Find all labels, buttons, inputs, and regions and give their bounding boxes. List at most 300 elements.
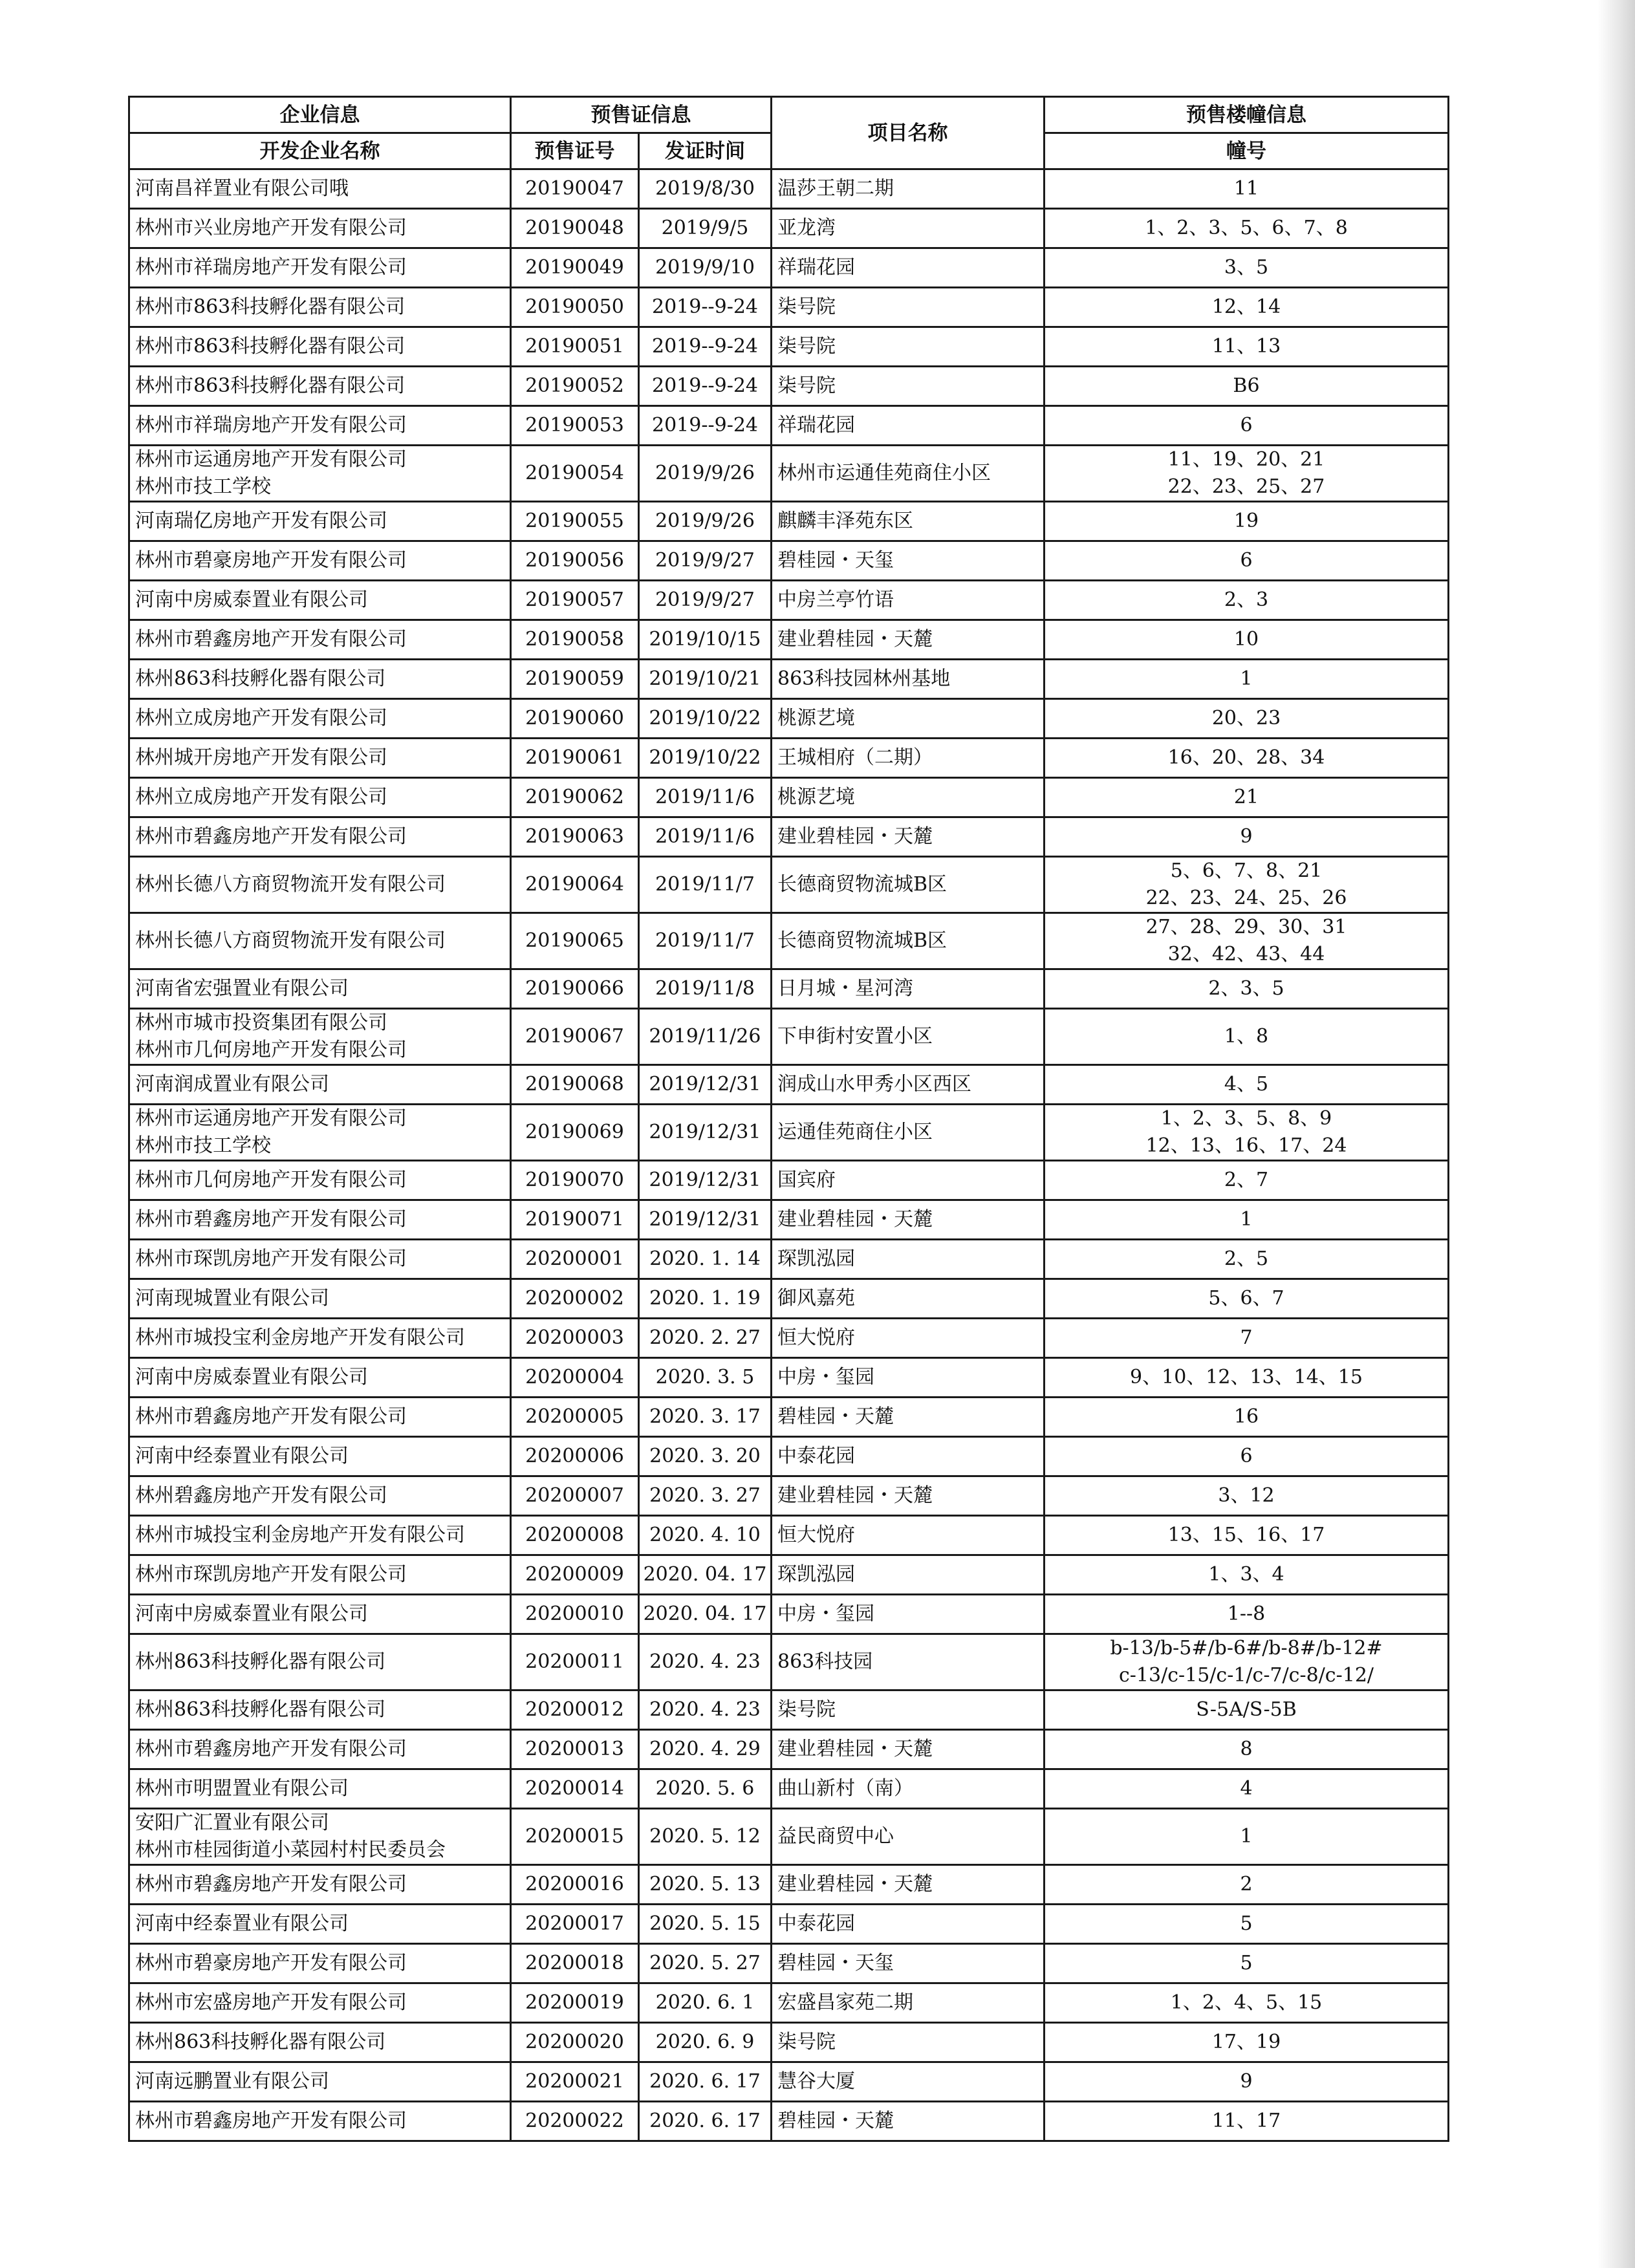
project-name-cell-text: 柒号院 [777,374,836,397]
developer-cell [129,1240,511,1279]
project-name-cell-text: 琛凯泓园 [777,1247,855,1270]
project-name-cell [772,327,1045,367]
building-numbers-cell [1045,1690,1449,1730]
building-numbers-cell-text: 9 [1240,825,1253,848]
building-numbers-cell-text: 5、6、7 [1208,1287,1284,1310]
developer-cell-text: 河南中经泰置业有限公司 [135,1912,349,1935]
developer-cell-text: 林州市城投宝利金房地产开发有限公司 [135,1524,465,1546]
building-numbers-cell [1045,699,1449,739]
developer-cell [129,406,511,446]
issue-date-cell-text: 2020. 5. 27 [649,1952,761,1974]
building-numbers-cell [1045,1279,1449,1319]
issue-date-cell [639,1065,772,1105]
project-name-cell-text: 长德商贸物流城B区 [777,929,947,952]
project-name-cell [772,1240,1045,1279]
issue-date-cell-text: 2019/11/7 [655,873,755,896]
license-number-cell-text: 20190066 [525,977,624,1000]
issue-date-cell [639,1690,772,1730]
license-number-cell-text: 20200015 [525,1825,624,1848]
license-number-cell-text: 20200006 [525,1445,624,1467]
issue-date-cell [639,1398,772,1437]
building-numbers-cell [1045,817,1449,857]
building-numbers-cell [1045,1730,1449,1769]
building-numbers-cell [1045,1437,1449,1476]
developer-cell-text: 林州长德八方商贸物流开发有限公司 [135,929,446,952]
issue-date-cell [639,2062,772,2102]
project-name-cell-text: 建业碧桂园・天麓 [777,1484,933,1507]
issue-date-cell-text: 2019/10/21 [649,667,761,690]
developer-cell [129,739,511,778]
issue-date-cell-text: 2019--9-24 [651,414,759,437]
license-number-cell [511,1983,639,2023]
building-numbers-cell-text: 5 [1240,1912,1253,1935]
license-number-cell-text: 20190049 [525,256,624,279]
building-numbers-cell-text: 21 [1233,786,1259,808]
project-name-cell [772,913,1045,969]
license-number-cell [511,1105,639,1161]
issue-date-cell [639,1865,772,1905]
project-name-cell [772,739,1045,778]
building-numbers-cell-text: 1、8 [1224,1025,1269,1048]
developer-cell-text: 林州863科技孵化器有限公司 [135,2031,386,2053]
license-number-cell [511,1944,639,1983]
developer-cell-text: 林州市城投宝利金房地产开发有限公司 [135,1326,465,1349]
license-number-cell-text: 20190055 [525,510,624,532]
issue-date-cell [639,913,772,969]
issue-date-cell-text: 2019/9/27 [655,549,755,572]
issue-date-cell-text: 2019--9-24 [651,335,759,358]
license-number-cell-text: 20200004 [525,1366,624,1388]
license-number-cell [511,581,639,620]
license-number-cell-text: 20190065 [525,929,624,952]
table-row [129,1200,1449,1240]
issue-date-cell-text: 2020. 4. 10 [649,1524,761,1546]
developer-cell-text: 河南省宏强置业有限公司 [135,977,349,1000]
building-numbers-cell-text: S-5A/S-5B [1196,1698,1297,1721]
license-number-cell-text: 20190056 [525,549,624,572]
project-name-cell [772,620,1045,660]
issue-date-cell-text: 2020. 5. 15 [649,1912,761,1935]
building-numbers-cell [1045,1476,1449,1516]
building-numbers-cell [1045,1555,1449,1595]
building-numbers-cell [1045,2023,1449,2062]
building-numbers-cell-text: 17、19 [1211,2031,1281,2053]
issue-date-cell [639,1105,772,1161]
issue-date-cell-text: 2020. 3. 20 [649,1445,761,1467]
project-name-cell-text: 宏盛昌家苑二期 [777,1991,913,2014]
developer-cell [129,1476,511,1516]
license-number-cell [511,969,639,1009]
license-number-cell-text: 20200020 [525,2031,624,2053]
issue-date-cell-text: 2019/10/22 [649,707,761,729]
issue-date-cell-text: 2020. 04. 17 [643,1563,767,1586]
license-number-cell-text: 20190051 [525,335,624,358]
building-numbers-cell-text: 16、20、28、34 [1167,746,1325,769]
developer-cell-text: 林州市兴业房地产开发有限公司 [135,217,407,239]
issue-date-cell [639,1240,772,1279]
issue-date-cell-text: 2020. 1. 19 [649,1287,761,1310]
developer-cell-text: 林州市几何房地产开发有限公司 [135,1169,407,1191]
license-number-cell [511,1009,639,1065]
building-numbers-cell-text: 1 [1240,1208,1253,1231]
developer-cell-text: 河南现城置业有限公司 [135,1287,329,1310]
table-row [129,327,1449,367]
issue-date-cell [639,1161,772,1200]
issue-date-cell [639,1358,772,1398]
building-numbers-cell [1045,248,1449,288]
project-name-cell-text: 益民商贸中心 [777,1825,894,1848]
table-row [129,1319,1449,1358]
license-number-cell [511,1905,639,1944]
building-numbers-cell [1045,1809,1449,1865]
table-row [129,288,1449,327]
building-numbers-cell-text: 1 [1240,1825,1253,1848]
building-numbers-cell [1045,446,1449,502]
project-name-cell-text: 恒大悦府 [777,1326,855,1349]
license-number-cell-text: 20190067 [525,1025,624,1048]
issue-date-cell-text: 2020. 2. 27 [649,1326,761,1349]
project-name-cell-text: 曲山新村（南） [777,1777,913,1800]
project-name-cell [772,1516,1045,1555]
project-name-cell [772,1105,1045,1161]
developer-cell-text: 林州市碧鑫房地产开发有限公司 [135,1738,407,1760]
issue-date-cell-text: 2020. 3. 5 [655,1366,755,1388]
project-name-cell [772,1200,1045,1240]
table-row [129,1944,1449,1983]
project-name-cell [772,1555,1045,1595]
building-numbers-cell [1045,1769,1449,1809]
building-numbers-cell-text: 12、13、16、17、24 [1145,1134,1347,1157]
table-row [129,169,1449,209]
project-name-cell [772,2062,1045,2102]
issue-date-cell-text: 2020. 5. 13 [649,1873,761,1895]
license-number-cell [511,2062,639,2102]
building-numbers-cell [1045,1240,1449,1279]
project-name-cell-text: 润成山水甲秀小区西区 [777,1073,971,1096]
building-numbers-cell [1045,1065,1449,1105]
developer-cell [129,1809,511,1865]
project-name-cell [772,1983,1045,2023]
license-number-cell [511,1865,639,1905]
issue-date-cell-text: 2020. 04. 17 [643,1603,767,1625]
license-number-cell [511,1634,639,1690]
license-number-cell [511,1279,639,1319]
building-numbers-cell-text: 32、42、43、44 [1167,943,1325,966]
license-number-cell [511,1730,639,1769]
building-numbers-cell-text: 1、2、4、5、15 [1170,1991,1323,2014]
license-number-cell-text: 20200019 [525,1991,624,2014]
project-name-cell [772,1065,1045,1105]
developer-cell-text: 林州市琛凯房地产开发有限公司 [135,1563,407,1586]
issue-date-cell [639,2023,772,2062]
building-numbers-cell [1045,1983,1449,2023]
project-name-cell [772,699,1045,739]
building-numbers-cell [1045,1905,1449,1944]
table-row [129,2102,1449,2141]
license-number-cell [511,446,639,502]
project-name-cell-text: 桃源艺境 [777,786,855,808]
issue-date-cell-text: 2020. 3. 17 [649,1405,761,1428]
license-number-cell [511,1769,639,1809]
developer-cell-text: 林州市碧鑫房地产开发有限公司 [135,1405,407,1428]
building-numbers-cell-text: B6 [1233,374,1260,397]
project-name-cell [772,1690,1045,1730]
issue-date-cell [639,406,772,446]
building-numbers-cell-text: 8 [1240,1738,1253,1760]
project-name-cell-text: 中泰花园 [777,1445,855,1467]
developer-cell [129,913,511,969]
license-number-cell-text: 20190062 [525,786,624,808]
issue-date-cell [639,969,772,1009]
developer-cell [129,778,511,817]
table-row [129,913,1449,969]
license-number-cell-text: 20200017 [525,1912,624,1935]
project-name-cell [772,541,1045,581]
building-numbers-cell-text: 19 [1233,510,1259,532]
building-numbers-cell [1045,2062,1449,2102]
project-name-cell-text: 长德商贸物流城B区 [777,873,947,896]
issue-date-cell [639,327,772,367]
license-number-cell-text: 20190069 [525,1121,624,1143]
developer-cell [129,1905,511,1944]
issue-date-cell [639,1944,772,1983]
developer-cell-text: 河南中房威泰置业有限公司 [135,1603,368,1625]
issue-date-cell-text: 2019/11/6 [655,786,755,808]
license-number-cell-text: 20190053 [525,414,624,437]
project-name-cell [772,1865,1045,1905]
issue-date-cell [639,367,772,406]
license-number-cell [511,406,639,446]
project-name-cell [772,1009,1045,1065]
table-row [129,1279,1449,1319]
issue-date-cell [639,1595,772,1634]
issue-date-cell [639,1200,772,1240]
developer-cell-text: 林州市863科技孵化器有限公司 [135,335,406,358]
developer-cell-text: 河南中经泰置业有限公司 [135,1445,349,1467]
header-building-group: 预售楼幢信息 [1045,97,1449,133]
developer-cell-text: 河南昌祥置业有限公司哦 [135,177,349,200]
issue-date-cell-text: 2020. 6. 9 [655,2031,755,2053]
building-numbers-cell-text: 7 [1240,1326,1253,1349]
issue-date-cell [639,620,772,660]
project-name-cell-text: 下申街村安置小区 [777,1025,933,1048]
project-name-cell-text: 运通佳苑商住小区 [777,1121,933,1143]
table-row [129,581,1449,620]
developer-cell [129,1437,511,1476]
project-name-cell [772,367,1045,406]
developer-cell-text: 林州市祥瑞房地产开发有限公司 [135,414,407,437]
building-numbers-cell [1045,620,1449,660]
issue-date-cell-text: 2019/12/31 [649,1073,761,1096]
license-number-cell-text: 20200010 [525,1603,624,1625]
issue-date-cell [639,1516,772,1555]
license-number-cell [511,1437,639,1476]
issue-date-cell [639,1319,772,1358]
issue-date-cell-text: 2020. 6. 17 [649,2110,761,2132]
building-numbers-cell-text: 2、5 [1224,1247,1269,1270]
table-row [129,248,1449,288]
developer-cell-text: 林州市宏盛房地产开发有限公司 [135,1991,407,2014]
issue-date-cell-text: 2020. 5. 6 [655,1777,755,1800]
developer-cell [129,446,511,502]
license-number-cell-text: 20190068 [525,1073,624,1096]
issue-date-cell [639,288,772,327]
table-row [129,1065,1449,1105]
issue-date-cell [639,1809,772,1865]
building-numbers-cell [1045,1319,1449,1358]
license-number-cell-text: 20200001 [525,1247,624,1270]
table-row [129,2062,1449,2102]
issue-date-cell [639,1634,772,1690]
project-name-cell [772,1279,1045,1319]
project-name-cell [772,406,1045,446]
building-numbers-cell-text: 9、10、12、13、14、15 [1130,1366,1363,1388]
license-number-cell-text: 20200007 [525,1484,624,1507]
issue-date-cell-text: 2019/11/8 [655,977,755,1000]
developer-cell [129,209,511,248]
header-license-group: 预售证信息 [511,97,772,133]
issue-date-cell [639,1769,772,1809]
table-row [129,699,1449,739]
developer-cell-text: 河南远鹏置业有限公司 [135,2070,329,2093]
issue-date-cell-text: 2019/10/22 [649,746,761,769]
issue-date-cell-text: 2019/12/31 [649,1208,761,1231]
developer-cell-text: 林州市琛凯房地产开发有限公司 [135,1247,407,1270]
table-row [129,739,1449,778]
developer-cell-text: 林州市明盟置业有限公司 [135,1777,349,1800]
issue-date-cell [639,1476,772,1516]
project-name-cell-text: 中房・玺园 [777,1366,874,1388]
building-numbers-cell-text: 13、15、16、17 [1167,1524,1325,1546]
project-name-cell [772,1595,1045,1634]
building-numbers-cell [1045,367,1449,406]
issue-date-cell-text: 2019/8/30 [655,177,755,200]
table-row [129,1516,1449,1555]
developer-cell [129,169,511,209]
project-name-cell-text: 柒号院 [777,1698,836,1721]
project-name-cell [772,288,1045,327]
building-numbers-cell-text: 1--8 [1227,1603,1266,1625]
header-license-no: 预售证号 [511,133,639,169]
developer-cell [129,1690,511,1730]
license-number-cell [511,2023,639,2062]
developer-cell-text: 河南中房威泰置业有限公司 [135,589,368,611]
developer-cell [129,367,511,406]
developer-cell-text: 河南中房威泰置业有限公司 [135,1366,368,1388]
project-name-cell [772,660,1045,699]
building-numbers-cell-text: 12、14 [1211,296,1281,318]
developer-cell [129,1065,511,1105]
building-numbers-cell [1045,1516,1449,1555]
license-number-cell-text: 20200016 [525,1873,624,1895]
project-name-cell-text: 亚龙湾 [777,217,836,239]
header-building-no: 幢号 [1045,133,1449,169]
license-number-cell [511,1319,639,1358]
building-numbers-cell [1045,169,1449,209]
developer-cell [129,660,511,699]
issue-date-cell-text: 2020. 4. 29 [649,1738,761,1760]
developer-cell [129,248,511,288]
project-name-cell-text: 碧桂园・天玺 [777,549,894,572]
project-name-cell-text: 中房兰亭竹语 [777,589,894,611]
table-row [129,1690,1449,1730]
license-number-cell-text: 20200014 [525,1777,624,1800]
project-name-cell [772,169,1045,209]
license-number-cell [511,169,639,209]
building-numbers-cell [1045,857,1449,913]
issue-date-cell-text: 2019/9/10 [655,256,755,279]
project-name-cell [772,446,1045,502]
developer-cell [129,581,511,620]
table-row [129,660,1449,699]
developer-cell [129,1279,511,1319]
developer-cell [129,327,511,367]
building-numbers-cell [1045,913,1449,969]
license-number-cell-text: 20190052 [525,374,624,397]
building-numbers-cell [1045,209,1449,248]
project-name-cell-text: 863科技园林州基地 [777,667,951,690]
issue-date-cell [639,1279,772,1319]
project-name-cell-text: 碧桂园・天麓 [777,2110,894,2132]
license-number-cell-text: 20200005 [525,1405,624,1428]
project-name-cell [772,969,1045,1009]
issue-date-cell-text: 2020. 4. 23 [649,1650,761,1673]
building-numbers-cell [1045,1009,1449,1065]
license-number-cell [511,660,639,699]
issue-date-cell-text: 2019/12/31 [649,1121,761,1143]
table-row [129,969,1449,1009]
license-number-cell [511,699,639,739]
table-row [129,1009,1449,1065]
building-numbers-cell-text: 22、23、24、25、26 [1145,887,1347,909]
issue-date-cell [639,699,772,739]
project-name-cell [772,2023,1045,2062]
building-numbers-cell-text: 1 [1240,667,1253,690]
project-name-cell-text: 柒号院 [777,296,836,318]
project-name-cell [772,778,1045,817]
license-number-cell-text: 20200009 [525,1563,624,1586]
license-number-cell-text: 20190070 [525,1169,624,1191]
license-number-cell [511,327,639,367]
developer-cell-text: 安阳广汇置业有限公司 [135,1811,329,1834]
license-number-cell [511,817,639,857]
developer-cell-text: 林州市碧鑫房地产开发有限公司 [135,1208,407,1231]
license-number-cell [511,857,639,913]
building-numbers-cell [1045,739,1449,778]
project-name-cell [772,248,1045,288]
project-name-cell-text: 中房・玺园 [777,1603,874,1625]
project-name-cell [772,1476,1045,1516]
building-numbers-cell-text: 1、3、4 [1208,1563,1284,1586]
developer-cell [129,1516,511,1555]
developer-cell [129,857,511,913]
developer-cell-text: 林州863科技孵化器有限公司 [135,1698,386,1721]
project-name-cell-text: 863科技园 [777,1650,873,1673]
project-name-cell [772,1905,1045,1944]
license-number-cell [511,367,639,406]
building-numbers-cell-text: 3、12 [1218,1484,1275,1507]
issue-date-cell-text: 2019/11/6 [655,825,755,848]
table-row [129,1634,1449,1690]
issue-date-cell-text: 2020. 5. 12 [649,1825,761,1848]
table-body [129,169,1449,2141]
developer-cell-text: 林州市运通房地产开发有限公司 [135,448,407,471]
building-numbers-cell-text: 9 [1240,2070,1253,2093]
developer-cell [129,1555,511,1595]
license-number-cell [511,1200,639,1240]
building-numbers-cell-text: 20、23 [1211,707,1281,729]
developer-cell-text: 林州市碧鑫房地产开发有限公司 [135,1873,407,1895]
